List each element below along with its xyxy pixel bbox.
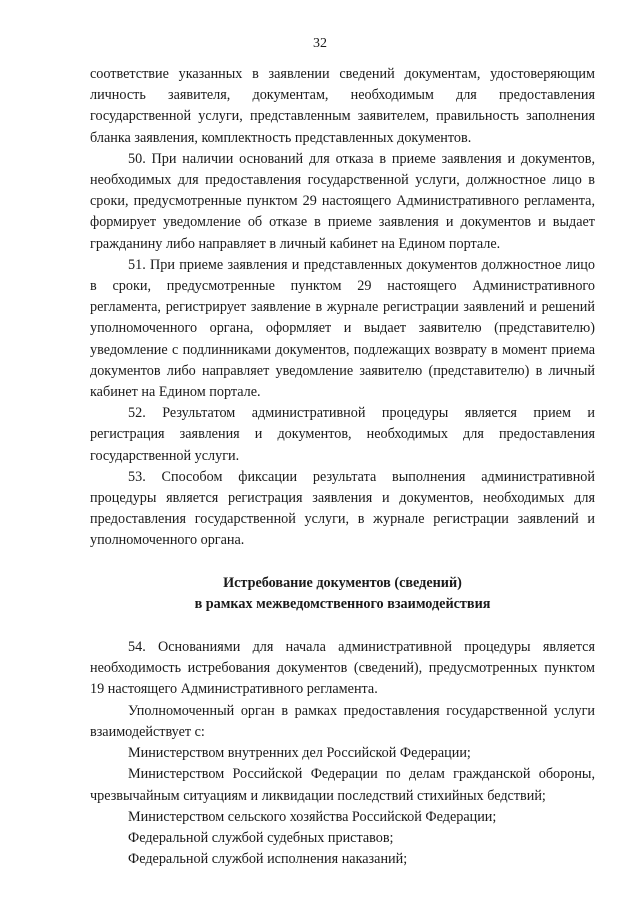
paragraph: соответствие указанных в заявлении сведений документам, удостоверяющим личность заявителя, документам, необходимым для предоставления государственной услуги, представленным заявителем, правильность заполнения бланка заявления, комплектность представленных документов.: [90, 66, 595, 146]
paragraph-50: 50. При наличии оснований для отказа в приеме заявления и документов, необходимых для предоставления государственной услуги, должностное лицо в сроки, предусмотренные пунктом 29 настоящего Административного регламента, формирует уведомление об отказе в приеме заявления и документов и выдает гражданину либо направляет в личный кабинет на Едином портале.: [90, 150, 595, 252]
paragraph-53: 53. Способом фиксации результата выполнения административной процедуры является регистрация заявления и документов, необходимых для предоставления государственной услуги, в журнале регистрации заявлений и уполномоченного органа.: [90, 468, 595, 549]
paragraph-52: 52. Результатом административной процедуры является прием и регистрация заявления и документов, необходимых для предоставления государственной услуги.: [90, 405, 595, 464]
list-item-mvd: Министерством внутренних дел Российской Федерации;: [128, 745, 471, 762]
paragraph-51: 51. При приеме заявления и представленных документов должностное лицо в сроки, предусмотренные пунктом 29 настоящего Административного регламента, регистрирует заявление в журнале регистрации заявлений и решений уполномоченного органа, оформляет и выдает заявителю (представителю) уведомление с подлинниками документов, подлежащих возврату в момент приема документов либо направляет уведомление заявителю (представителю) в личный кабинет на Едином портале.: [90, 256, 595, 401]
section-heading-line-2: в рамках межведомственного взаимодействия: [194, 595, 491, 612]
section-heading: [90, 573, 595, 615]
section-heading-line-1: Истребование документов (сведений): [223, 574, 462, 591]
paragraph-54: 54. Основаниями для начала административной процедуры является необходимость истребования документов (сведений), предусмотренных пунктом 19 настоящего Административного регламента.: [90, 639, 595, 698]
list-item-fssp: Федеральной службой судебных приставов;: [128, 829, 394, 846]
page-number: 32: [313, 36, 327, 51]
document-body: [90, 64, 595, 870]
list-item-mchs: Министерством Российской Федерации по делам гражданской обороны, чрезвычайным ситуациям и ликвидации последствий стихийных бедствий;: [90, 766, 595, 804]
list-item-fsin: Федеральной службой исполнения наказаний;: [128, 851, 408, 868]
list-item-minselkhoz: Министерством сельского хозяйства Российской Федерации;: [128, 808, 497, 825]
paragraph-interaction-intro: Уполномоченный орган в рамках предоставления государственной услуги взаимодействует с:: [90, 702, 595, 740]
